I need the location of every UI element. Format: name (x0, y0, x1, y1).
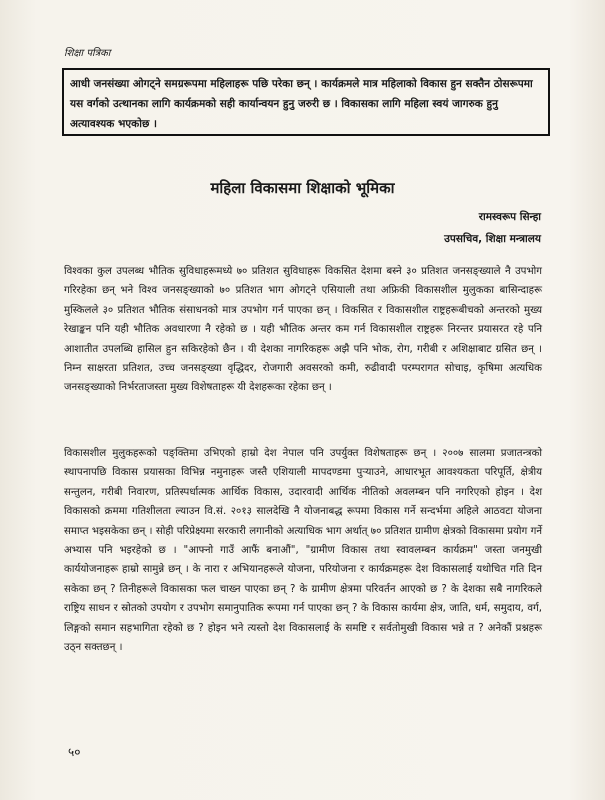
author-name: रामस्वरूप सिन्हा (478, 211, 541, 223)
article-title: महिला विकासमा शिक्षाको भूमिका (210, 179, 395, 197)
abstract-box (62, 68, 550, 136)
paragraph-1: विश्वका कुल उपलब्ध भौतिक सुविधाहरूमध्ये ७० प्रतिशत सुविधाहरू विकसित देशमा बस्ने ३० प्रतिशत जनसङ्ख्याले नै उपभोग गरिरहेका छन् भने विश्व जनसङ्ख्याको ७० प्रतिशत भाग ओगट्ने एसियाली तथा अफ्रिकी विकासशील मुलुकका बासिन्दाहरू मुस्किलले ३० प्रतिशत भौतिक संसाधनको मात्र उपभोग गर्न पाएका छन् । विकसित र विकासशील राष्ट्रहरूबीचको अन्तरको मुख्य रेखाङ्कन पनि यही भौतिक अवधारणा नै रहेको छ । यही भौतिक अन्तर कम गर्न विकासशील राष्ट्रहरू निरन्तर प्रयासरत रहे पनि आशातीत उपलब्धि हासिल हुन सकिरहेको छैन । यी देशका नागरिकहरू अझै पनि भोक, रोग, गरीबी र अशिक्षाबाट ग्रसित छन् । निम्न साक्षरता प्रतिशत, उच्च जनसङ्ख्या वृद्धिदर, रोजगारी अवसरको कमी, रुढीवादी परम्परागत सोचाइ, कृषिमा अत्यधिक जनसङ्ख्याको निर्भरताजस्ता मुख्य विशेषताहरू यी देशहरूका रहेका छन् । (64, 266, 542, 394)
paragraph-2: विकासशील मुलुकहरूको पङ्क्तिमा उभिएको हाम्रो देश नेपाल पनि उपर्युक्त विशेषताहरू छन् । २००७ सालमा प्रजातन्त्रको स्थापनापछि विकास प्रयासका विभिन्न नमुनाहरू जस्तै एशियाली मापदण्डमा पुऱ्याउने, आधारभूत आवश्यकता परिपूर्ति, क्षेत्रीय सन्तुलन, गरीबी निवारण, प्रतिस्पर्धात्मक आर्थिक विकास, उदारवादी आर्थिक नीतिको अवलम्बन पनि नगरिएको होइन । देश विकासको क्रममा गतिशीलता ल्याउन वि.सं. २०१३ सालदेखि नै योजनाबद्ध रूपमा विकास गर्ने सन्दर्भमा अहिले आठवटा योजना समाप्त भइसकेका छन् । सोही परिप्रेक्ष्यमा सरकारी लगानीको अत्याधिक भाग अर्थात् ७० प्रतिशत ग्रामीण क्षेत्रको विकासमा प्रयोग गर्ने अभ्यास पनि भइरहेको छ । "आफ्नो गाउँ आफैं बनाऔं", "ग्रामीण विकास तथा स्वावलम्बन कार्यक्रम" जस्ता जनमुखी कार्ययोजनाहरू हाम्रो सामुन्ने छन् । के नारा र अभियानहरूले योजना, परियोजना र कार्यक्रमहरू देश विकासलाई यथोचित गति दिन सकेका छन् ? तिनीहरूले विकासका फल चाख्न पाएका छन् ? के ग्रामीण क्षेत्रमा परिवर्तन आएको छ ? के देशका सबै नागरिकले राष्ट्रिय साधन र स्रोतको उपयोग र उपभोग समानुपातिक रूपमा गर्न पाएका छन् ? के विकास कार्यमा क्षेत्र, जाति, धर्म, समुदाय, वर्ग, लिङ्गको समान सहभागिता रहेको छ ? होइन भने त्यस्तो देश विकासलाई के समष्टि र सर्वतोमुखी विकास भन्ने त ? अनेकौं प्रश्नहरू उठ्न सक्तछन् । (64, 448, 542, 654)
page-number: ५० (68, 745, 81, 759)
author-block (444, 206, 541, 250)
running-head: शिक्षा पत्रिका (64, 48, 111, 59)
author-title: उपसचिव, शिक्षा मन्त्रालय (444, 233, 541, 245)
abstract-text: आधी जनसंख्या ओगट्ने समग्ररूपमा महिलाहरू पछि परेका छन् । कार्यक्रमले मात्र महिलाको विकास हुन सक्तैन ठोसरूपमा यस वर्गको उत्थानका लागि कार्यक्रमको सही कार्यान्वयन हुनु जरुरी छ । विकासका लागि महिला स्वयं जागरुक हुनु अत्यावश्यक भएकोछ । (70, 78, 533, 130)
